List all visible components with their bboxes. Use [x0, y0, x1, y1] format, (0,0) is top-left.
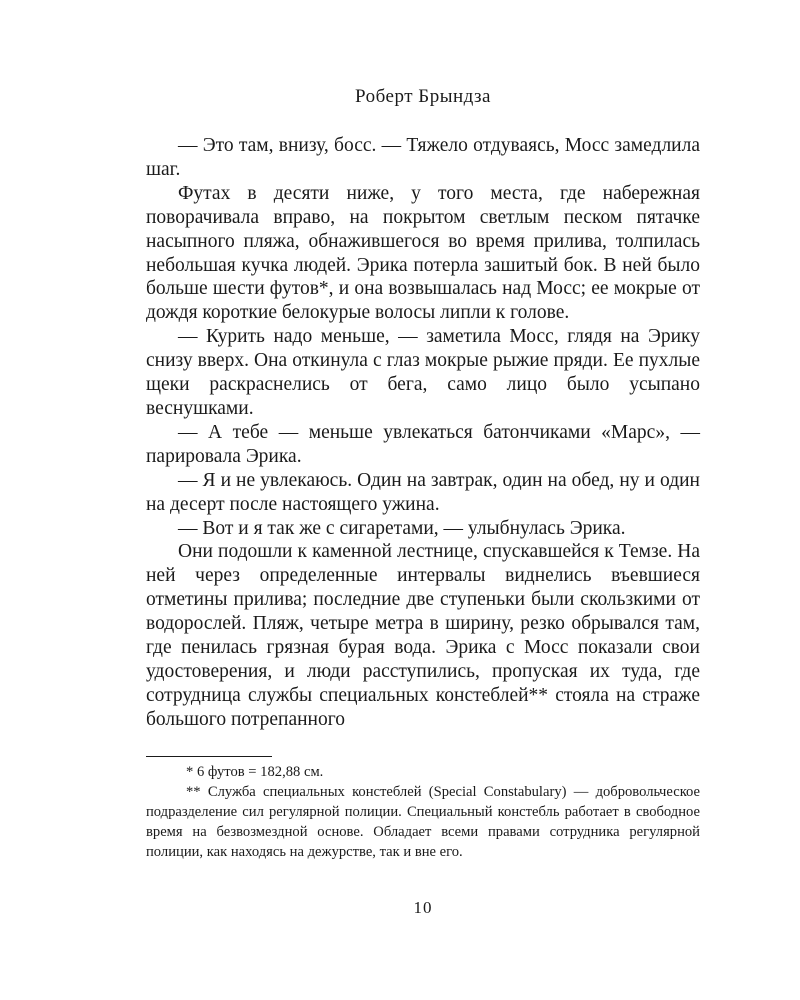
footnote-divider: [146, 756, 272, 757]
paragraph: — Я и не увлекаюсь. Один на завтрак, один на обед, ну и один на десерт после настоящего ужина.: [146, 469, 700, 515]
paragraph: — Вот и я так же с сигаретами, — улыбнулась Эрика.: [178, 517, 626, 539]
paragraph: — Курить надо меньше, — заметила Мосс, глядя на Эрику снизу вверх. Она откинула с глаз мокрые рыжие пряди. Ее пухлые щеки раскраснелись от бега, само лицо было усыпано веснушками.: [146, 326, 700, 419]
paragraph: — А тебе — меньше увлекаться батончиками «Марс», — парировала Эрика.: [146, 421, 700, 467]
footnotes: [146, 762, 700, 862]
paragraph: Футах в десяти ниже, у того места, где набережная поворачивала вправо, на покрытом светлым песком пятачке насыпного пляжа, обнажившегося во время прилива, толпилась небольшая кучка людей. Эрика потерла зашитый бок. В ней было больше шести футов*, и она возвышалась над Мосс; ее мокрые от дождя короткие белокурые волосы липли к голове.: [146, 182, 700, 324]
footnote: ** Служба специальных констеблей (Special Constabulary) — добровольческое подразделение сил регулярной полиции. Специальный констебль работает в свободное время на безвозмездной основе. Обладает всеми правами сотрудника регулярной полиции, как находясь на дежурстве, так и вне его.: [146, 784, 700, 860]
footnote: * 6 футов = 182,88 см.: [186, 764, 324, 780]
body-text: [146, 134, 700, 732]
paragraph: Они подошли к каменной лестнице, спускавшейся к Темзе. На ней через определенные интервалы виднелись въевшиеся отметины прилива; последние две ступеньки были скользкими от водорослей. Пляж, четыре метра в ширину, резко обрывался там, где пенилась грязная бурая вода. Эрика с Мосс показали свои удостоверения, и люди расступились, пропуская их туда, где сотрудница службы специальных констеблей** стояла на страже большого потрепанного: [146, 541, 700, 730]
paragraph: — Это там, внизу, босс. — Тяжело отдуваясь, Мосс замедлила шаг.: [146, 135, 700, 180]
running-head: Роберт Брындза: [355, 86, 491, 107]
page-number: 10: [413, 898, 433, 917]
